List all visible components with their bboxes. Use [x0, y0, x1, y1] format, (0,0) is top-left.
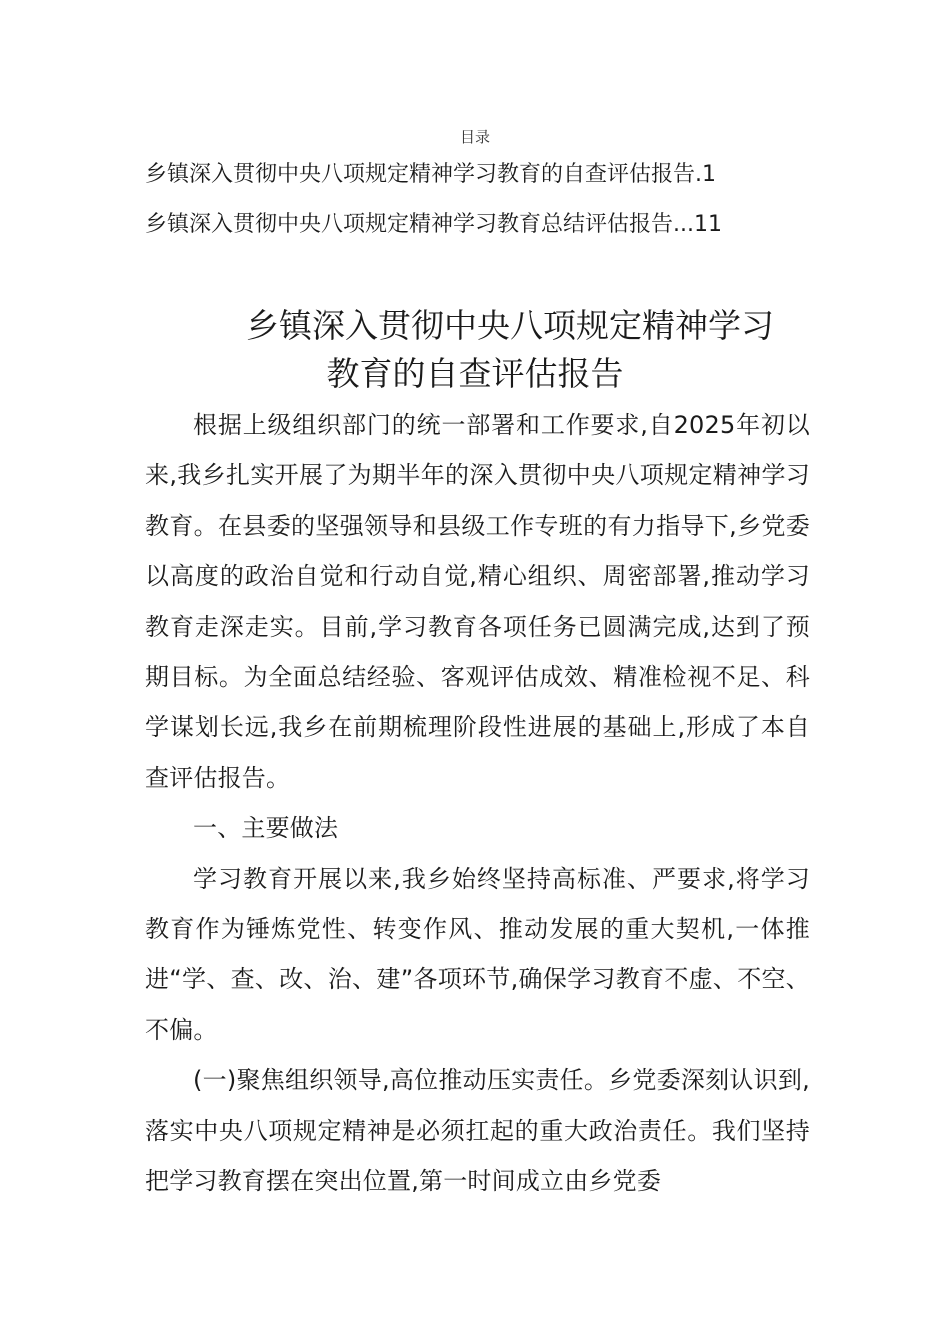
toc-heading: 目录: [459, 128, 490, 146]
report-body: [145, 400, 810, 1207]
paragraph-overview: 学习教育开展以来,我乡始终坚持高标准、严要求,将学习教育作为锤炼党性、转变作风、推动发展的重大契机,一体推进“学、查、改、治、建”各项环节,确保学习教育不虚、不空、不偏。: [145, 864, 810, 1044]
report-title-line-1: 乡镇深入贯彻中央八项规定精神学习: [246, 306, 774, 345]
paragraph-organization-leadership: (一)聚焦组织领导,高位推动压实责任。乡党委深刻认识到,落实中央八项规定精神是必须扛起的重大政治责任。我们坚持把学习教育摆在突出位置,第一时间成立由乡党委: [145, 1066, 810, 1196]
report-title-line-2: 教育的自查评估报告: [326, 354, 624, 393]
section-heading-main-practices: 一、主要做法: [193, 814, 339, 843]
paragraph-intro: 根据上级组织部门的统一部署和工作要求,自2025年初以来,我乡扎实开展了为期半年的深入贯彻中央八项规定精神学习教育。在县委的坚强领导和县级工作专班的有力指导下,乡党委以高度的政治自觉和行动自觉,精心组织、周密部署,推动学习教育走深走实。目前,学习教育各项任务已圆满完成,达到了预期目标。为全面总结经验、客观评估成效、精准检视不足、科学谋划长远,我乡在前期梳理阶段性进展的基础上,形成了本自查评估报告。: [145, 411, 810, 792]
toc-entry-2[interactable]: 乡镇深入贯彻中央八项规定精神学习教育总结评估报告...11: [145, 212, 722, 237]
toc-entry-1[interactable]: 乡镇深入贯彻中央八项规定精神学习教育的自查评估报告.1: [145, 162, 716, 187]
